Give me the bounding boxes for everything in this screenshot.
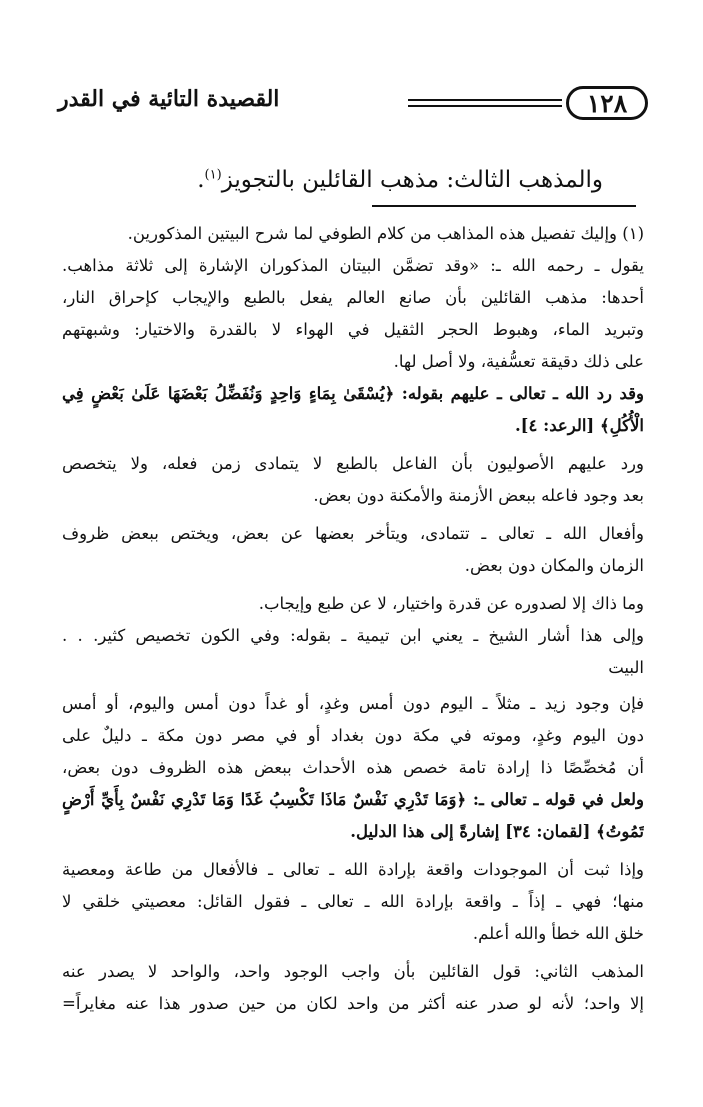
footnote-line: (١) وإليك تفصيل هذه المذاهب من كلام الطوفي لما شرح البيتين المذكورين. [127,224,644,243]
footnote-line: إلا واحد؛ لأنه لو صدر عنه أكثر من واحد لكان من حين صدور هذا عنه مغايراً= [62,994,644,1013]
footnote-line: البيت [608,658,644,677]
header-rule [408,105,562,107]
footnote-body [62,218,644,1020]
heading-text: والمذهب الثالث: مذهب القائلين بالتجويز [221,167,603,193]
footnote-line: وأفعال الله ـ تعالى ـ تتمادى، ويتأخر بعضها عن بعض، ويختص ببعض ظروف [62,524,644,543]
footnote-line: تَمُوتُ﴾ [لقمان: ٣٤] إشارةً إلى هذا الدليل. [350,822,644,841]
heading-trail: . [197,167,205,193]
footnote-line: وتبريد الماء، وهبوط الحجر الثقيل في الهواء لا بالقدرة والاختيار: وشبهتهم [62,320,644,339]
footnote-line: وقد رد الله ـ تعالى ـ عليهم بقوله: ﴿يُسْقَىٰ بِمَاءٍ وَاحِدٍ وَنُفَضِّلُ بَعْضَهَا عَلَىٰ بَعْضٍ فِي [62,384,644,403]
footnote-line: دون اليوم وغدٍ، وموته في مكة دون بغداد أو في مصر دون مكة ـ دليلٌ على [62,726,644,745]
footnote-line: وإذا ثبت أن الموجودات واقعة بإرادة الله ـ تعالى ـ فالأفعال من طاعة ومعصية [62,860,644,879]
footnote-line: منها؛ فهي ـ إذاً ـ واقعة بإرادة الله ـ تعالى ـ فقول القائل: معصيتي خلقي لا [62,892,644,911]
footnote-line: ورد عليهم الأصوليون بأن الفاعل بالطبع لا يتمادى زمن فعله، ولا يتخصص [62,454,644,473]
footnote-line: المذهب الثاني: قول القائلين بأن واجب الوجود واحد، والواحد لا يصدر عنه [62,962,644,981]
footnote-line: يقول ـ رحمه الله ـ: «وقد تضمَّن البيتان المذكوران الإشارة إلى ثلاثة مذاهب. [62,256,644,275]
footnote-line: وما ذاك إلا لصدوره عن قدرة واختيار، لا عن طبع وإيجاب. [258,594,644,613]
footnote-ref: (١) [204,167,222,183]
footnote-line: الْأُكُلِ﴾ [الرعد: ٤]. [514,416,644,435]
section-heading [197,167,603,193]
footnote-line: بعد وجود فاعله ببعض الأزمنة والأمكنة دون بعض. [313,486,644,505]
footnote-line: وإلى هذا أشار الشيخ ـ يعني ابن تيمية ـ بقوله: وفي الكون تخصيص كثير. . . [62,626,644,645]
footnote-line: على ذلك دقيقة تعسُّفية، ولا أصل لها. [393,352,644,371]
footnote-line: أن مُخصِّصًا ذا إرادة تامة خصص هذه الأحداث ببعض هذه الظروف دون بعض، [62,758,644,777]
footnote-line: خلق الله خطأ والله أعلم. [472,924,644,943]
footnote-separator [372,205,636,207]
page-number: ١٢٨ [566,86,648,120]
footnote-line: أحدها: مذهب القائلين بأن صانع العالم يفعل بالطبع والإيجاب كإحراق النار، [62,288,644,307]
running-title: القصيدة التائية في القدر [58,86,280,112]
footnote-line: فإن وجود زيد ـ مثلاً ـ اليوم دون أمس وغدٍ، أو غداً دون أمس واليوم، أو أمس [62,694,644,713]
running-header [58,84,648,124]
footnote-line: ولعل في قوله ـ تعالى ـ: ﴿وَمَا تَدْرِي نَفْسٌ مَاذَا تَكْسِبُ غَدًا وَمَا تَدْرِي نَفْسٌ بِأَيِّ أَرْضٍ [62,790,644,809]
footnote-line: الزمان والمكان دون بعض. [464,556,644,575]
header-rule [408,99,562,101]
